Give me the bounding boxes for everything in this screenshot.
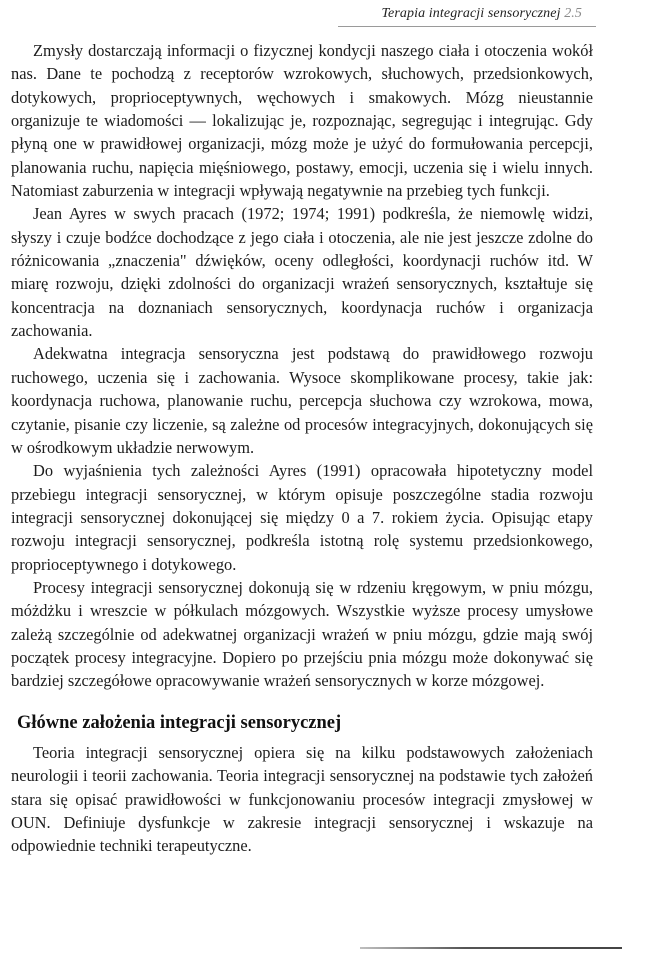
paragraph-ayres-infant: Jean Ayres w swych pracach (1972; 1974; 1991) podkreśla, że niemowlę widzi, słyszy i czuje bodźce dochodzące z jego ciała i otoczenia, ale nie jest jeszcze zdolne do różnicowania „znaczenia" dźwięków, oceny odległości, koordynacji ruchów itd. W miarę rozwoju, dzięki zdolności do organizacji wrażeń sensorycznych, kształtuje się koncentracja na doznaniach sensorycznych, koordynacja ruchów i organizacja zachowania. — [11, 204, 593, 341]
paragraph-integration-processes: Procesy integracji sensorycznej dokonują się w rdzeniu kręgowym, w pniu mózgu, móżdżku i wreszcie w półkulach mózgowych. Wszystkie wyższe procesy umysłowe zależą szczególnie od adekwatnej organizacji wrażeń w pniu mózgu, gdzie mają swój początek procesy integracyjne. Dopiero po przejściu pnia mózgu może dokonywać się bardziej szczegółowe opracowywanie wrażeń sensorycznych w korze mózgowej. — [11, 577, 593, 691]
running-header — [330, 6, 582, 22]
section-text — [11, 741, 593, 858]
paragraph-senses: Zmysły dostarczają informacji o fizycznej kondycji naszego ciała i otoczenia wokół nas. Dane te pochodzą z receptorów wzrokowych, słuchowych, przedsionkowych, dotykowych, proprioceptywnych, węchowych i smakowych. Mózg nieustannie organizuje te wiadomości — lokalizując je, rozpoznając, segregując i integrując. Gdy płyną one w prawidłowej organizacji, mózg może je użyć do formułowania percepcji, planowania ruchu, napięcia mięśniowego, postawy, emocji, uczenia się i wielu innych. Natomiast zaburzenia w integracji wpływają negatywnie na przebieg tych funkcji. — [11, 41, 593, 201]
header-rule — [338, 26, 596, 27]
paragraph-hypothetical-model: Do wyjaśnienia tych zależności Ayres (1991) opracowała hipotetyczny model przebiegu integracji sensorycznej, w którym opisuje poszczególne stadia rozwoju integracji sensorycznej dokonującej się między 0 a 7. rokiem życia. Opisując etapy rozwoju integracji sensorycznej, podkreśla istotną rolę systemu przedsionkowego, proprioceptywnego i dotykowego. — [11, 461, 593, 574]
section-heading: Główne założenia integracji sensorycznej — [17, 713, 342, 733]
running-header-title: Terapia integracji sensorycznej — [381, 6, 561, 21]
page-number-faint: 2.5 — [560, 6, 582, 21]
body-text — [11, 39, 593, 693]
paragraph-theory-basis: Teoria integracji sensorycznej opiera się na kilku podstawowych założeniach neurologii i teorii zachowania. Teoria integracji sensorycznej na podstawie tych założeń stara się opisać prawidłowości w funkcjonowaniu procesów integracji zmysłowej w OUN. Definiuje dysfunkcje w zakresie integracji sensorycznej i wskazuje na odpowiednie techniki terapeutyczne. — [11, 743, 593, 856]
paragraph-adequate-integration: Adekwatna integracja sensoryczna jest podstawą do prawidłowego rozwoju ruchowego, uczenia się i zachowania. Wysoce skomplikowane procesy, takie jak: koordynacja ruchowa, planowanie ruchu, percepcja słuchowa czy wzrokowa, mowa, czytanie, pisanie czy liczenie, są zależne od procesów integracyjnych, dokonujących się w ośrodkowym układzie nerwowym. — [11, 344, 593, 457]
footer-rule — [360, 947, 622, 949]
